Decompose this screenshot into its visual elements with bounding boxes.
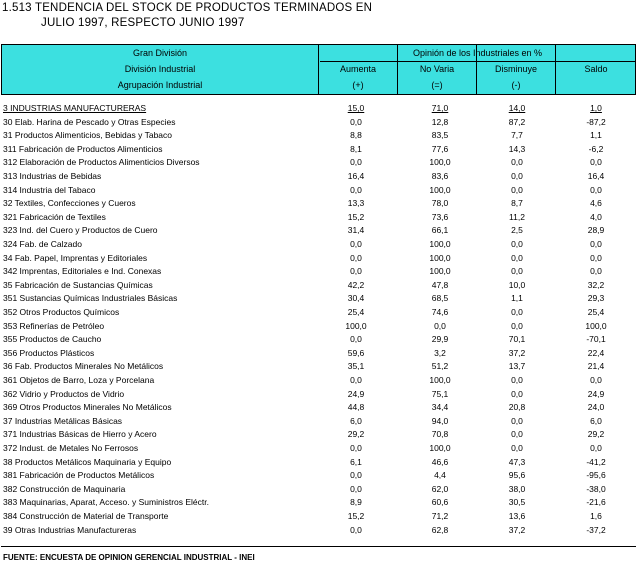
cell-disminuye: 87,2	[508, 116, 526, 127]
table-row	[0, 307, 638, 321]
cell-saldo: -38,0	[586, 483, 606, 494]
cell-saldo: -87,2	[586, 116, 606, 127]
cell-disminuye: 14,0	[508, 103, 526, 113]
cell-saldo: 0,0	[590, 157, 602, 168]
row-label: 382 Construcción de Maquinaria	[3, 483, 126, 494]
cell-aumenta: 24,9	[347, 388, 365, 399]
cell-aumenta: 6,1	[350, 456, 362, 467]
cell-disminuye: 0,0	[511, 157, 523, 168]
table-row	[0, 416, 638, 430]
cell-aumenta: 15,0	[347, 103, 365, 113]
cell-no-varia: 78,0	[431, 198, 449, 209]
cell-aumenta: 44,8	[347, 402, 365, 413]
cell-no-varia: 100,0	[429, 239, 451, 249]
cell-no-varia: 71,0	[431, 103, 449, 113]
cell-no-varia: 62,8	[431, 524, 449, 535]
cell-aumenta: 0,0	[350, 157, 362, 168]
row-label: 351 Sustancias Químicas Industriales Básicas	[3, 293, 178, 304]
cell-no-varia: 51,2	[431, 361, 449, 372]
cell-disminuye: 0,0	[511, 388, 523, 399]
cell-saldo: -6,2	[588, 143, 604, 154]
cell-saldo: -21,6	[586, 497, 606, 508]
cell-saldo: 24,0	[587, 402, 605, 413]
cell-saldo: 29,3	[587, 293, 605, 304]
cell-no-varia: 66,1	[431, 225, 449, 236]
cell-saldo: 28,9	[587, 225, 605, 236]
cell-aumenta: 16,4	[347, 171, 365, 181]
row-label: 39 Otras Industrias Manufactureras	[3, 524, 137, 535]
cell-aumenta: 30,4	[347, 293, 365, 304]
row-label: 312 Elaboración de Productos Alimenticios Diversos	[3, 157, 200, 168]
table-row	[0, 117, 638, 131]
cell-disminuye: 0,0	[511, 307, 523, 317]
cell-aumenta: 15,2	[347, 511, 365, 521]
row-label: 342 Imprentas, Editoriales e Ind. Conexas	[3, 266, 162, 277]
row-label: 352 Otros Productos Químicos	[3, 307, 120, 317]
cell-saldo: 25,4	[587, 307, 605, 317]
cell-saldo: 29,2	[587, 429, 605, 440]
row-label: 30 Elab. Harina de Pescado y Otras Especies	[3, 116, 176, 127]
row-label: 369 Otros Productos Minerales No Metálicos	[3, 402, 172, 413]
table-row	[0, 443, 638, 457]
cell-saldo: 1,0	[590, 103, 602, 113]
cell-saldo: 22,4	[587, 347, 605, 358]
row-label: 313 Industrias de Bebidas	[3, 171, 102, 181]
table-row	[0, 321, 638, 335]
cell-aumenta: 0,0	[350, 184, 362, 195]
cell-disminuye: 38,0	[508, 483, 526, 494]
table-row	[0, 484, 638, 498]
cell-aumenta: 0,0	[350, 483, 362, 494]
cell-saldo: -37,2	[586, 524, 606, 535]
header-group-divider	[320, 61, 635, 62]
cell-no-varia: 46,6	[431, 456, 449, 467]
table-row	[0, 198, 638, 212]
cell-disminuye: 0,0	[511, 429, 523, 440]
cell-aumenta: 0,0	[350, 266, 362, 277]
row-label: 37 Industrias Metálicas Básicas	[3, 415, 123, 426]
cell-saldo: 0,0	[590, 252, 602, 263]
cell-disminuye: 11,2	[509, 211, 525, 222]
cell-no-varia: 100,0	[429, 375, 451, 385]
cell-disminuye: 20,8	[508, 402, 526, 413]
table-row	[0, 402, 638, 416]
row-label: 35 Fabricación de Sustancias Químicas	[3, 279, 153, 290]
cell-saldo: 21,4	[587, 361, 605, 372]
cell-no-varia: 73,6	[431, 211, 449, 222]
row-label: 324 Fab. de Calzado	[3, 239, 82, 249]
cell-no-varia: 83,6	[431, 171, 449, 181]
row-label: 372 Indust. de Metales No Ferrosos	[3, 443, 139, 453]
row-label: 361 Objetos de Barro, Loza y Porcelana	[3, 375, 155, 385]
cell-aumenta: 100,0	[345, 320, 367, 331]
table-header	[1, 44, 636, 95]
cell-aumenta: 29,2	[347, 429, 365, 440]
cell-no-varia: 68,5	[431, 293, 449, 304]
cell-no-varia: 94,0	[431, 415, 449, 426]
cell-disminuye: 0,0	[511, 184, 523, 195]
table-row	[0, 525, 638, 539]
cell-aumenta: 0,0	[350, 252, 362, 263]
cell-disminuye: 0,0	[511, 443, 523, 453]
header-col-saldo: Saldo	[584, 64, 608, 74]
cell-disminuye: 37,2	[508, 347, 526, 358]
row-label: 355 Productos de Caucho	[3, 334, 102, 345]
cell-aumenta: 42,2	[347, 279, 365, 290]
cell-aumenta: 0,0	[350, 334, 362, 345]
table-row	[0, 280, 638, 294]
table-row	[0, 157, 638, 171]
table-row	[0, 239, 638, 253]
table-row	[0, 375, 638, 389]
table-row	[0, 225, 638, 239]
cell-no-varia: 77,6	[431, 143, 449, 154]
table-row	[0, 171, 638, 185]
cell-no-varia: 3,2	[434, 347, 446, 358]
cell-saldo: 4,0	[590, 211, 602, 222]
cell-aumenta: 8,8	[350, 130, 362, 141]
cell-saldo: 100,0	[585, 320, 607, 331]
cell-disminuye: 13,6	[508, 511, 526, 521]
table-title-line2: JULIO 1997, RESPECTO JUNIO 1997	[41, 17, 245, 29]
cell-aumenta: 0,0	[350, 443, 362, 453]
row-label: 38 Productos Metálicos Maquinaria y Equipo	[3, 456, 172, 467]
row-label: 323 Ind. del Cuero y Productos de Cuero	[3, 225, 158, 236]
header-opinion-group: Opinión de los Industriales en %	[412, 48, 543, 58]
cell-disminuye: 0,0	[511, 415, 523, 426]
cell-aumenta: 0,0	[350, 375, 362, 385]
cell-no-varia: 4,4	[434, 470, 446, 481]
cell-disminuye: 0,0	[511, 171, 523, 181]
table-row	[0, 144, 638, 158]
cell-aumenta: 6,0	[350, 415, 362, 426]
cell-disminuye: 1,1	[511, 293, 523, 304]
cell-no-varia: 12,8	[431, 116, 449, 127]
row-label: 31 Productos Alimenticios, Bebidas y Tabaco	[3, 130, 172, 141]
cell-saldo: 0,0	[590, 375, 602, 385]
table-row	[0, 511, 638, 525]
header-col-aumenta-sign: (+)	[352, 80, 364, 90]
cell-no-varia: 75,1	[431, 388, 449, 399]
cell-saldo: 24,9	[587, 388, 605, 399]
table-row	[0, 293, 638, 307]
cell-saldo: 0,0	[590, 239, 602, 249]
cell-no-varia: 100,0	[429, 184, 451, 195]
header-division-industrial: División Industrial	[124, 64, 196, 74]
table-row	[0, 266, 638, 280]
cell-disminuye: 30,5	[508, 497, 526, 508]
cell-disminuye: 0,0	[511, 252, 523, 263]
cell-no-varia: 62,0	[431, 483, 449, 494]
cell-disminuye: 47,3	[508, 456, 526, 467]
cell-no-varia: 100,0	[429, 157, 451, 168]
cell-aumenta: 0,0	[350, 470, 362, 481]
row-label: 314 Industria del Tabaco	[3, 184, 96, 195]
table-title-line1: 1.513 TENDENCIA DEL STOCK DE PRODUCTOS TERMINADOS EN	[2, 2, 373, 14]
row-label: 3 INDUSTRIAS MANUFACTURERAS	[3, 103, 147, 113]
table-row	[0, 361, 638, 375]
cell-saldo: -70,1	[586, 334, 606, 345]
cell-disminuye: 0,0	[511, 375, 523, 385]
row-label: 381 Fabricación de Productos Metálicos	[3, 470, 155, 481]
cell-aumenta: 25,4	[347, 307, 365, 317]
cell-saldo: 4,6	[590, 198, 602, 209]
cell-no-varia: 74,6	[431, 307, 449, 317]
cell-saldo: -41,2	[586, 456, 606, 467]
cell-disminuye: 37,2	[508, 524, 526, 535]
cell-disminuye: 2,5	[511, 225, 523, 236]
cell-saldo: 32,2	[587, 279, 605, 290]
cell-saldo: 1,1	[590, 130, 602, 141]
row-label: 32 Textiles, Confecciones y Cueros	[3, 198, 136, 209]
cell-aumenta: 0,0	[350, 116, 362, 127]
table-row	[0, 470, 638, 484]
table-row	[0, 212, 638, 226]
header-agrupacion-industrial: Agrupación Industrial	[117, 80, 203, 90]
cell-disminuye: 0,0	[511, 320, 523, 331]
header-col-no-varia: No Varia	[419, 64, 455, 74]
header-col-aumenta: Aumenta	[339, 64, 377, 74]
cell-aumenta: 35,1	[347, 361, 365, 372]
cell-disminuye: 14,3	[508, 143, 526, 154]
cell-no-varia: 0,0	[434, 320, 446, 331]
cell-aumenta: 31,4	[347, 225, 365, 236]
header-col-no-varia-sign: (=)	[431, 80, 443, 90]
table-row	[0, 389, 638, 403]
row-label: 321 Fabricación de Textiles	[3, 211, 106, 222]
cell-aumenta: 8,1	[350, 143, 362, 154]
cell-disminuye: 10,0	[508, 279, 526, 290]
cell-saldo: 1,6	[590, 511, 602, 521]
cell-disminuye: 0,0	[511, 239, 523, 249]
cell-no-varia: 71,2	[431, 511, 449, 521]
source-note: FUENTE: ENCUESTA DE OPINION GERENCIAL INDUSTRIAL - INEI	[3, 553, 255, 562]
cell-no-varia: 83,5	[431, 130, 449, 141]
row-label: 362 Vidrio y Productos de Vidrio	[3, 388, 125, 399]
cell-no-varia: 100,0	[429, 266, 451, 277]
row-label: 356 Productos Plásticos	[3, 347, 95, 358]
cell-aumenta: 8,9	[350, 497, 362, 508]
header-col-disminuye-sign: (-)	[511, 80, 521, 90]
table-row	[0, 185, 638, 199]
cell-no-varia: 100,0	[429, 252, 451, 263]
cell-aumenta: 0,0	[350, 239, 362, 249]
cell-no-varia: 60,6	[431, 497, 449, 508]
row-label: 34 Fab. Papel, Imprentas y Editoriales	[3, 252, 148, 263]
cell-no-varia: 29,9	[431, 334, 449, 345]
table-row	[0, 334, 638, 348]
cell-no-varia: 47,8	[431, 279, 449, 290]
table-bottom-rule	[1, 546, 636, 547]
cell-no-varia: 70,8	[431, 429, 449, 440]
table-row	[0, 103, 638, 117]
table-row	[0, 348, 638, 362]
cell-aumenta: 15,2	[347, 211, 365, 222]
cell-saldo: 0,0	[590, 184, 602, 195]
table-row	[0, 253, 638, 267]
cell-no-varia: 34,4	[431, 402, 449, 413]
cell-disminuye: 0,0	[511, 266, 523, 277]
cell-saldo: 6,0	[590, 415, 602, 426]
cell-disminuye: 7,7	[511, 130, 523, 141]
cell-no-varia: 100,0	[429, 443, 451, 453]
table-row	[0, 429, 638, 443]
cell-disminuye: 8,7	[511, 198, 523, 209]
cell-saldo: 16,4	[587, 171, 605, 181]
cell-saldo: 0,0	[590, 266, 602, 277]
cell-disminuye: 13,7	[508, 361, 526, 372]
row-label: 353 Refinerías de Petróleo	[3, 320, 105, 331]
table-row	[0, 457, 638, 471]
cell-aumenta: 13,3	[347, 198, 365, 209]
cell-saldo: 0,0	[590, 443, 602, 453]
row-label: 371 Industrias Básicas de Hierro y Acero	[3, 429, 157, 440]
row-label: 311 Fabricación de Productos Alimenticios	[3, 143, 163, 154]
cell-disminuye: 95,6	[508, 470, 526, 481]
row-label: 36 Fab. Productos Minerales No Metálicos	[3, 361, 164, 372]
row-label: 384 Construcción de Material de Transporte	[3, 511, 169, 521]
cell-saldo: -95,6	[586, 470, 606, 481]
cell-aumenta: 59,6	[347, 347, 365, 358]
cell-aumenta: 0,0	[350, 524, 362, 535]
header-col-disminuye: Disminuye	[494, 64, 537, 74]
header-gran-division: Gran División	[132, 48, 188, 58]
cell-disminuye: 70,1	[508, 334, 526, 345]
table-row	[0, 497, 638, 511]
table-row	[0, 130, 638, 144]
row-label: 383 Maquinarias, Aparat, Acceso. y Suministros Eléctr.	[3, 497, 209, 508]
